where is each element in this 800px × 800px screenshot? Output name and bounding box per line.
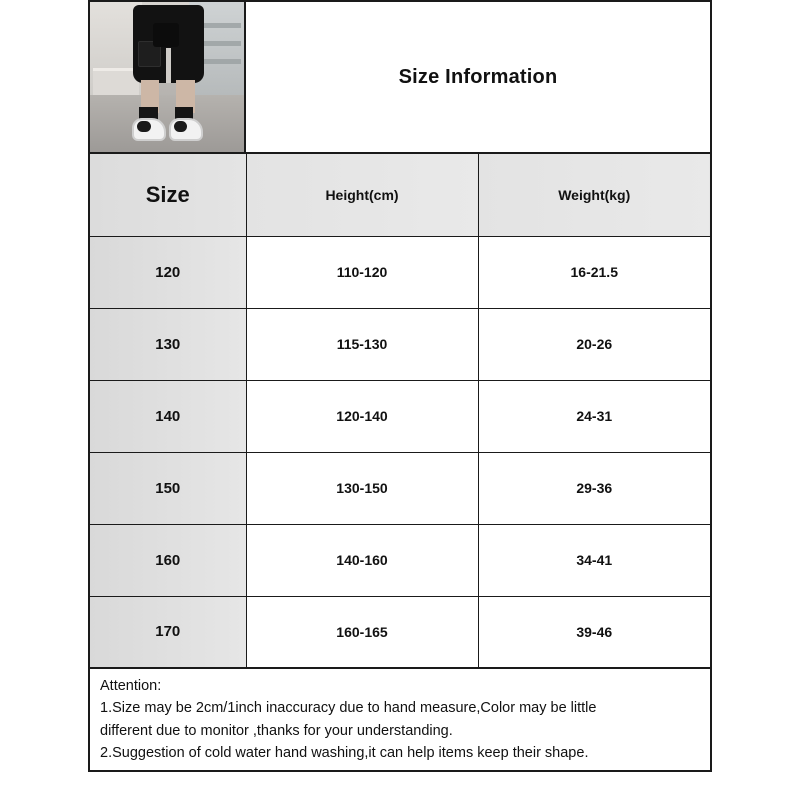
size-table-body — [90, 236, 710, 668]
cell-height: 160-165 — [246, 596, 478, 668]
title-cell — [246, 2, 710, 152]
table-row — [90, 380, 710, 452]
cell-height: 140-160 — [246, 524, 478, 596]
table-row — [90, 236, 710, 308]
table-header-row — [90, 154, 710, 236]
cell-size: 170 — [90, 596, 246, 668]
size-table-head — [90, 154, 710, 236]
cell-weight: 29-36 — [478, 452, 710, 524]
photo-shoe-left — [132, 118, 167, 142]
header-row — [90, 2, 710, 154]
column-header-weight: Weight(kg) — [478, 154, 710, 236]
size-table — [90, 154, 710, 669]
table-row — [90, 524, 710, 596]
cell-weight: 24-31 — [478, 380, 710, 452]
attention-line-1: 1.Size may be 2cm/1inch inaccuracy due to hand measure,Color may be little — [100, 700, 597, 717]
cell-weight: 39-46 — [478, 596, 710, 668]
photo-waist-bag — [153, 23, 179, 47]
cell-weight: 20-26 — [478, 308, 710, 380]
cell-size: 160 — [90, 524, 246, 596]
column-header-height: Height(cm) — [246, 154, 478, 236]
product-photo-image — [90, 2, 244, 152]
cell-weight: 34-41 — [478, 524, 710, 596]
attention-line-2: different due to monitor ,thanks for your understanding. — [100, 722, 453, 739]
attention-heading: Attention: — [100, 678, 162, 694]
photo-shoe-right — [169, 118, 204, 142]
cell-size: 130 — [90, 308, 246, 380]
cell-height: 120-140 — [246, 380, 478, 452]
cell-height: 110-120 — [246, 236, 478, 308]
page-title: Size Information — [398, 65, 558, 88]
attention-line-3: 2.Suggestion of cold water hand washing,it can help items keep their shape. — [100, 745, 589, 762]
cell-height: 130-150 — [246, 452, 478, 524]
product-photo — [90, 2, 246, 152]
table-row — [90, 452, 710, 524]
column-header-size: Size — [90, 154, 246, 236]
photo-floor — [90, 95, 244, 152]
cell-size: 120 — [90, 236, 246, 308]
cell-size: 140 — [90, 380, 246, 452]
cell-size: 150 — [90, 452, 246, 524]
cell-height: 115-130 — [246, 308, 478, 380]
table-row — [90, 596, 710, 668]
table-row — [90, 308, 710, 380]
cell-weight: 16-21.5 — [478, 236, 710, 308]
attention-note — [90, 669, 710, 779]
size-chart-card — [88, 0, 712, 772]
